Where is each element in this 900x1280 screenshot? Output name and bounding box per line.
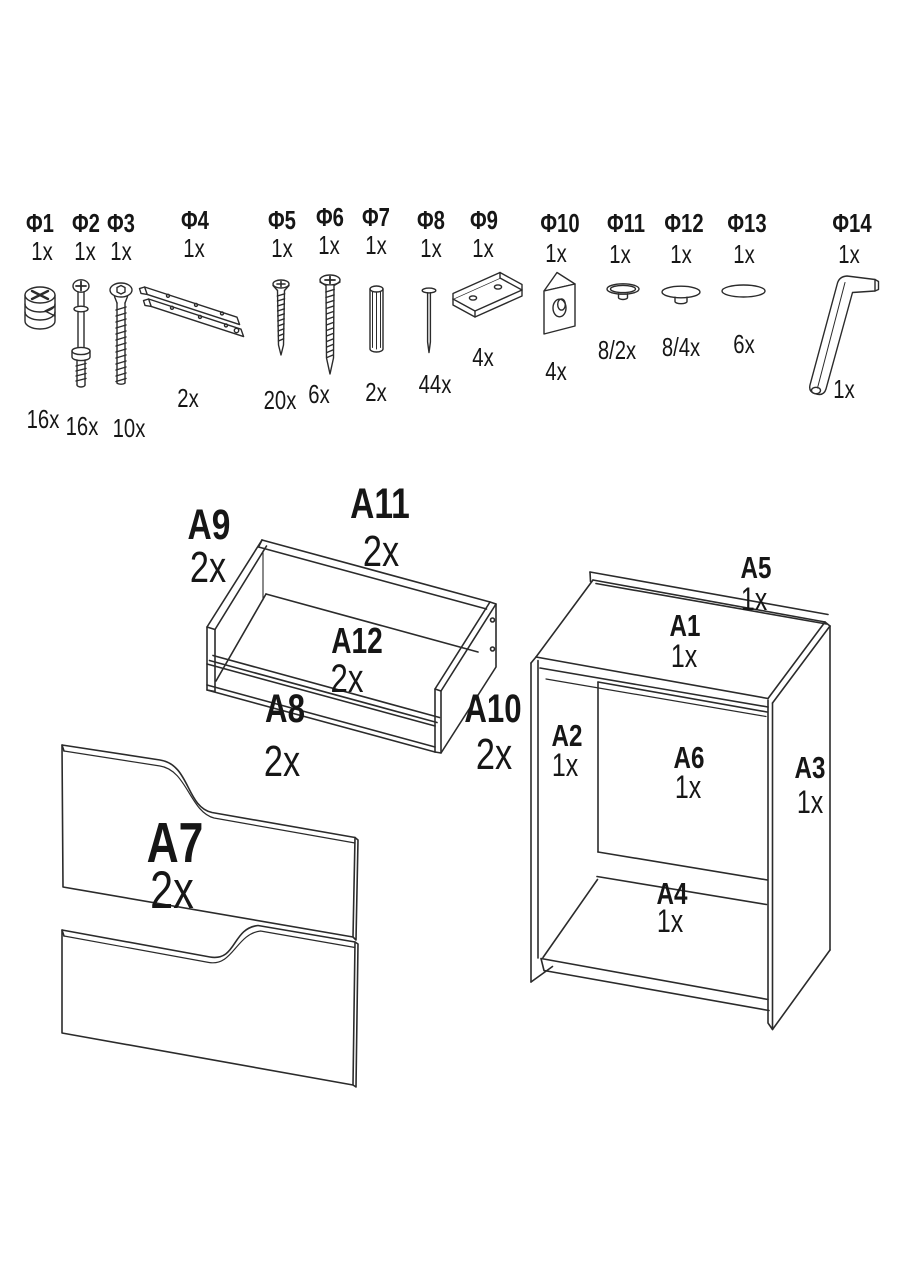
part-a5-count: 1x [740, 581, 768, 617]
part-a1-count: 1x [670, 638, 698, 674]
hw-phi11-pack: 1x [609, 239, 631, 269]
hw-phi10-count: 4x [545, 356, 567, 386]
hw-phi1-pack: 1x [31, 236, 53, 266]
hw-phi7-pack: 1x [365, 230, 387, 260]
hw-phi6-label: Φ6 [316, 202, 344, 232]
cover-cap-icon [662, 286, 700, 304]
hw-phi9-pack: 1x [472, 233, 494, 263]
hw-phi3-label: Φ3 [107, 208, 135, 238]
part-a1-label: A1 [669, 608, 701, 643]
hw-phi6-count: 6x [308, 379, 330, 409]
part-a12-label: A12 [331, 620, 383, 661]
part-a12-count: 2x [330, 657, 364, 701]
wood-dowel-icon [370, 286, 383, 352]
drawer-front-drawing [62, 745, 358, 1087]
cam-bolt-icon [72, 280, 90, 387]
hw-phi14-count: 1x [833, 374, 855, 404]
cover-cap-small-icon [607, 284, 639, 300]
part-a2-label: A2 [551, 718, 583, 753]
part-a6-count: 1x [674, 769, 702, 805]
part-a4-label: A4 [656, 876, 688, 911]
hw-phi9-count: 4x [472, 342, 494, 372]
hw-phi14-pack: 1x [838, 239, 860, 269]
hw-phi2-label: Φ2 [72, 208, 100, 238]
hw-phi4-pack: 1x [183, 233, 205, 263]
cover-sticker-icon [722, 285, 765, 297]
part-a10-label: A10 [464, 687, 522, 731]
hw-phi6-pack: 1x [318, 230, 340, 260]
part-a4-count: 1x [656, 903, 684, 939]
hw-phi4-count: 2x [177, 383, 199, 413]
hw-phi1-count: 16x [26, 404, 60, 434]
part-a3-count: 1x [796, 784, 824, 820]
hw-phi11-count: 8/2x [597, 335, 637, 365]
hw-phi14-label: Φ14 [832, 208, 872, 238]
hw-phi5-pack: 1x [271, 233, 293, 263]
hw-phi2-pack: 1x [74, 236, 96, 266]
hw-phi10-pack: 1x [545, 238, 567, 268]
part-a5-label: A5 [740, 550, 772, 585]
hw-phi5-count: 20x [263, 385, 297, 415]
part-a2-count: 1x [551, 747, 579, 783]
part-a9-count: 2x [189, 543, 227, 592]
part-a11-label: A11 [350, 480, 410, 528]
part-a8-label: A8 [265, 687, 305, 731]
corner-bracket-icon [544, 273, 575, 335]
hw-phi8-pack: 1x [420, 233, 442, 263]
hw-phi13-pack: 1x [733, 239, 755, 269]
hw-phi13-count: 6x [733, 329, 755, 359]
part-a9-label: A9 [187, 501, 231, 549]
hw-phi5-label: Φ5 [268, 205, 296, 235]
part-a6-label: A6 [673, 740, 705, 775]
long-screw-icon [273, 280, 289, 355]
runner-bracket-icon [453, 273, 522, 318]
hw-phi3-count: 10x [112, 413, 146, 443]
hw-phi12-label: Φ12 [664, 208, 704, 238]
part-a11-count: 2x [362, 527, 400, 576]
drawer-runner-pair-icon [140, 287, 244, 337]
hw-phi8-count: 44x [418, 369, 452, 399]
hw-phi4-label: Φ4 [181, 205, 209, 235]
part-a3-label: A3 [794, 750, 826, 785]
part-a7-count: 2x [150, 861, 194, 920]
hw-phi11-label: Φ11 [606, 208, 646, 238]
confirmat-screw-icon [110, 283, 132, 384]
hw-phi12-pack: 1x [670, 239, 692, 269]
part-a8-count: 2x [263, 737, 301, 786]
hw-phi1-label: Φ1 [26, 208, 54, 238]
cam-lock-icon [25, 287, 55, 329]
wood-screw-icon [320, 275, 340, 374]
hw-phi12-count: 8/4x [661, 332, 701, 362]
part-a10-count: 2x [475, 730, 513, 779]
hw-phi7-count: 2x [365, 377, 387, 407]
hw-phi7-label: Φ7 [362, 202, 390, 232]
hw-phi13-label: Φ13 [727, 208, 767, 238]
hw-phi9-label: Φ9 [470, 205, 498, 235]
part-a7-label: A7 [146, 811, 204, 875]
hw-phi3-pack: 1x [110, 236, 132, 266]
hw-phi10-label: Φ10 [540, 208, 580, 238]
nail-icon [422, 288, 436, 352]
hw-phi8-label: Φ8 [417, 205, 445, 235]
hw-phi2-count: 16x [65, 411, 99, 441]
